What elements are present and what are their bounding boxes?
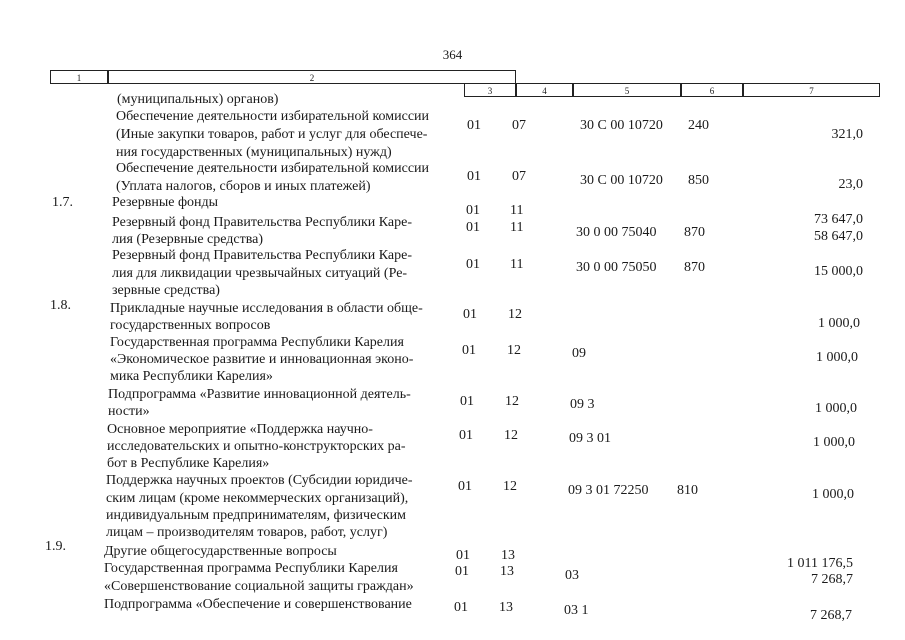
subsection-code: 12 <box>503 479 517 494</box>
subsection-code: 12 <box>505 394 519 409</box>
target-article-code: 30 С 00 10720 <box>580 173 663 188</box>
column-header-1: 1 <box>50 70 108 84</box>
row-text-line: лия для ликвидации чрезвычайных ситуаций (Ре- <box>112 266 408 281</box>
subsection-code: 13 <box>501 548 515 563</box>
row-text-line: лия (Резервные средства) <box>112 232 264 247</box>
section-code: 01 <box>467 118 481 133</box>
expense-type-code: 870 <box>684 260 705 275</box>
section-code: 01 <box>466 257 480 272</box>
page-number: 364 <box>442 47 463 62</box>
amount: 1 011 176,5 <box>787 556 853 571</box>
row-text-line: (Иные закупки товаров, работ и услуг для обеспече- <box>116 127 428 142</box>
row-text-line: государственных вопросов <box>110 318 271 333</box>
amount: 23,0 <box>838 177 863 192</box>
expense-type-code: 850 <box>688 173 709 188</box>
row-text-line: Резервный фонд Правительства Республики Каре- <box>112 248 412 263</box>
subsection-code: 12 <box>504 428 518 443</box>
amount: 7 268,7 <box>810 608 852 623</box>
row-text-line: Государственная программа Республики Карелия <box>104 561 398 576</box>
amount: 1 000,0 <box>818 316 860 331</box>
row-text-line: «Совершенствование социальной защиты граждан» <box>104 579 414 594</box>
row-text-line: Государственная программа Республики Карелия <box>110 335 404 350</box>
section-code: 01 <box>459 428 473 443</box>
table-column-header <box>50 70 880 96</box>
amount: 321,0 <box>831 127 863 142</box>
amount: 15 000,0 <box>814 264 863 279</box>
row-text-line: исследовательских и опытно-конструкторских ра- <box>107 439 406 454</box>
expense-type-code: 870 <box>684 225 705 240</box>
column-header-4: 4 <box>516 83 573 97</box>
row-text-line: Прикладные научные исследования в области обще- <box>110 301 423 316</box>
row-text-line: Основное мероприятие «Поддержка научно- <box>107 422 373 437</box>
row-text-line: Резервные фонды <box>112 195 219 210</box>
target-article-code: 09 3 <box>570 397 595 412</box>
subsection-code: 11 <box>510 220 524 235</box>
row-text-line: бот в Республике Карелия» <box>107 456 270 471</box>
expense-type-code: 810 <box>677 483 698 498</box>
subsection-code: 13 <box>500 564 514 579</box>
section-code: 01 <box>466 220 480 235</box>
target-article-code: 03 1 <box>564 603 589 618</box>
amount: 58 647,0 <box>814 229 863 244</box>
row-number: 1.7. <box>52 195 73 210</box>
subsection-code: 13 <box>499 600 513 615</box>
target-article-code: 09 3 01 72250 <box>568 483 649 498</box>
row-number: 1.8. <box>50 298 71 313</box>
subsection-code: 07 <box>512 118 526 133</box>
section-code: 01 <box>466 203 480 218</box>
section-code: 01 <box>460 394 474 409</box>
amount: 1 000,0 <box>815 401 857 416</box>
row-text-line: (муниципальных) органов) <box>117 92 279 107</box>
amount: 73 647,0 <box>814 212 863 227</box>
amount: 1 000,0 <box>816 350 858 365</box>
target-article-code: 09 3 01 <box>569 431 611 446</box>
column-header-7: 7 <box>743 83 880 97</box>
row-text-line: зервные средства) <box>112 283 220 298</box>
amount: 7 268,7 <box>811 572 853 587</box>
target-article-code: 03 <box>565 568 579 583</box>
row-text-line: Подпрограмма «Обеспечение и совершенствование <box>104 597 412 612</box>
section-code: 01 <box>463 307 477 322</box>
row-text-line: Другие общегосударственные вопросы <box>104 544 337 559</box>
row-text-line: ности» <box>108 404 150 419</box>
row-text-line: Обеспечение деятельности избирательной комиссии <box>116 109 430 124</box>
target-article-code: 30 С 00 10720 <box>580 118 663 133</box>
column-header-2: 2 <box>108 70 516 84</box>
section-code: 01 <box>458 479 472 494</box>
row-text-line: ния государственных (муниципальных) нужд) <box>116 145 392 160</box>
row-text-line: Поддержка научных проектов (Субсидии юридиче- <box>106 473 413 488</box>
subsection-code: 12 <box>508 307 522 322</box>
target-article-code: 30 0 00 75050 <box>576 260 657 275</box>
row-text-line: «Экономическое развитие и инновационная эконо- <box>110 352 414 367</box>
row-text-line: Подпрограмма «Развитие инновационной деятель- <box>108 387 411 402</box>
amount: 1 000,0 <box>812 487 854 502</box>
row-text-line: ским лицам (кроме некоммерческих организаций), <box>106 491 409 506</box>
row-text-line: лицам – производителям товаров, работ, услуг) <box>106 525 388 540</box>
subsection-code: 11 <box>510 257 524 272</box>
row-text-line: Резервный фонд Правительства Республики Каре- <box>112 215 412 230</box>
row-text-line: мика Республики Карелия» <box>110 369 273 384</box>
row-text-line: индивидуальным предпринимателям, физическим <box>106 508 407 523</box>
target-article-code: 30 0 00 75040 <box>576 225 657 240</box>
section-code: 01 <box>454 600 468 615</box>
row-number: 1.9. <box>45 539 66 554</box>
row-text-line: Обеспечение деятельности избирательной комиссии <box>116 161 430 176</box>
subsection-code: 11 <box>510 203 524 218</box>
column-header-6: 6 <box>681 83 743 97</box>
column-header-3: 3 <box>464 83 516 97</box>
section-code: 01 <box>467 169 481 184</box>
column-header-5: 5 <box>573 83 681 97</box>
section-code: 01 <box>462 343 476 358</box>
expense-type-code: 240 <box>688 118 709 133</box>
subsection-code: 07 <box>512 169 526 184</box>
subsection-code: 12 <box>507 343 521 358</box>
section-code: 01 <box>456 548 470 563</box>
section-code: 01 <box>455 564 469 579</box>
amount: 1 000,0 <box>813 435 855 450</box>
target-article-code: 09 <box>572 346 586 361</box>
row-text-line: (Уплата налогов, сборов и иных платежей) <box>116 179 371 194</box>
